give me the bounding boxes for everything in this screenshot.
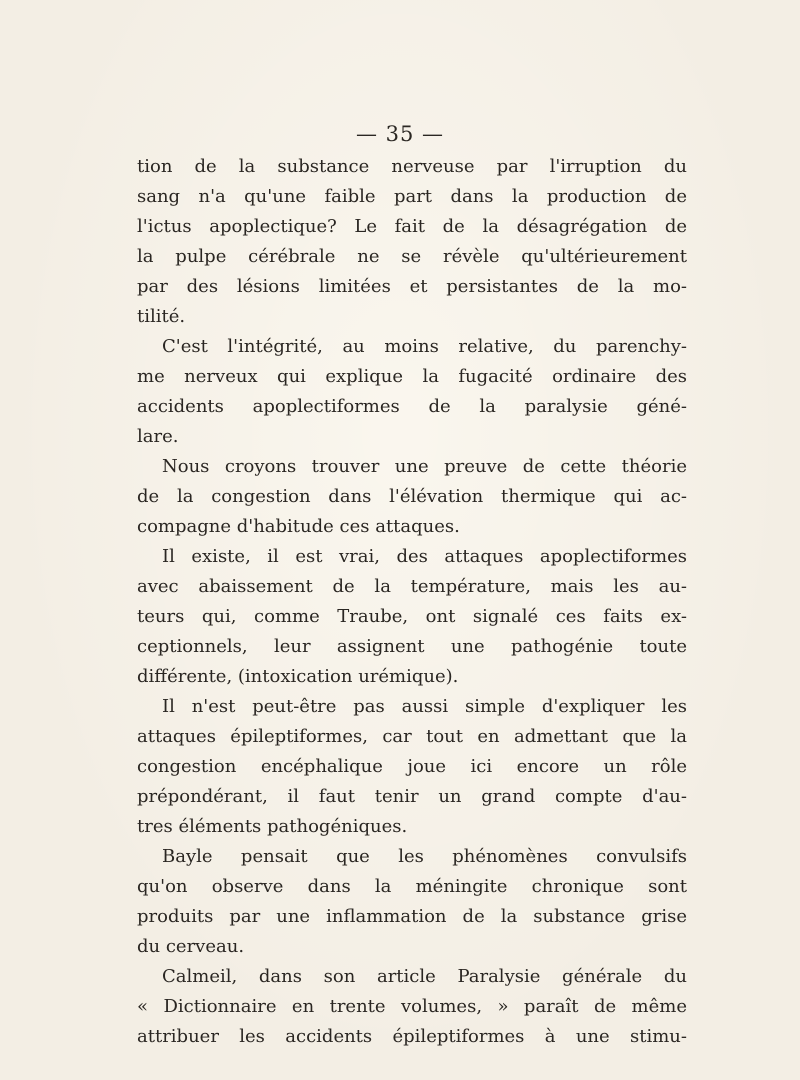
text-line: compagne d'habitude ces attaques. xyxy=(137,516,460,537)
text-line: « Dictionnaire en trente volumes, » paraît de même xyxy=(137,996,687,1017)
text-line: par des lésions limitées et persistantes de la mo- xyxy=(137,276,687,297)
text-line: attribuer les accidents épileptiformes à une stimu- xyxy=(137,1026,687,1047)
text-line: Il existe, il est vrai, des attaques apoplectiformes xyxy=(162,546,687,567)
text-line: Il n'est peut-être pas aussi simple d'expliquer les xyxy=(162,696,687,717)
text-line: avec abaissement de la température, mais les au- xyxy=(137,576,687,597)
text-line: différente, (intoxication urémique). xyxy=(137,666,459,687)
text-line: tilité. xyxy=(137,306,186,327)
text-line: produits par une inflammation de la substance grise xyxy=(137,906,687,927)
text-line: congestion encéphalique joue ici encore un rôle xyxy=(137,756,687,777)
page-number: — 35 — xyxy=(355,122,445,146)
body-text xyxy=(137,152,687,1052)
text-line: de la congestion dans l'élévation thermique qui ac- xyxy=(137,486,687,507)
text-line: prépondérant, il faut tenir un grand compte d'au- xyxy=(137,786,687,807)
text-line: teurs qui, comme Traube, ont signalé ces faits ex- xyxy=(137,606,687,627)
text-line: Calmeil, dans son article Paralysie générale du xyxy=(162,966,687,987)
text-line: tres éléments pathogéniques. xyxy=(137,816,408,837)
text-line: la pulpe cérébrale ne se révèle qu'ultérieurement xyxy=(137,246,687,267)
text-line: Bayle pensait que les phénomènes convulsifs xyxy=(162,846,687,867)
text-line: attaques épileptiformes, car tout en admettant que la xyxy=(137,726,687,747)
text-line: du cerveau. xyxy=(137,936,245,957)
text-line: C'est l'intégrité, au moins relative, du parenchy- xyxy=(162,336,687,357)
text-line: qu'on observe dans la méningite chronique sont xyxy=(137,876,687,897)
text-line: tion de la substance nerveuse par l'irruption du xyxy=(137,156,687,177)
text-line: accidents apoplectiformes de la paralysie géné- xyxy=(137,396,687,417)
text-line: ceptionnels, leur assignent une pathogénie toute xyxy=(137,636,687,657)
text-line: sang n'a qu'une faible part dans la production de xyxy=(137,186,687,207)
text-line: me nerveux qui explique la fugacité ordinaire des xyxy=(137,366,687,387)
text-line: l'ictus apoplectique? Le fait de la désagrégation de xyxy=(137,216,687,237)
text-line: Nous croyons trouver une preuve de cette théorie xyxy=(162,456,687,477)
text-line: lare. xyxy=(137,426,179,447)
